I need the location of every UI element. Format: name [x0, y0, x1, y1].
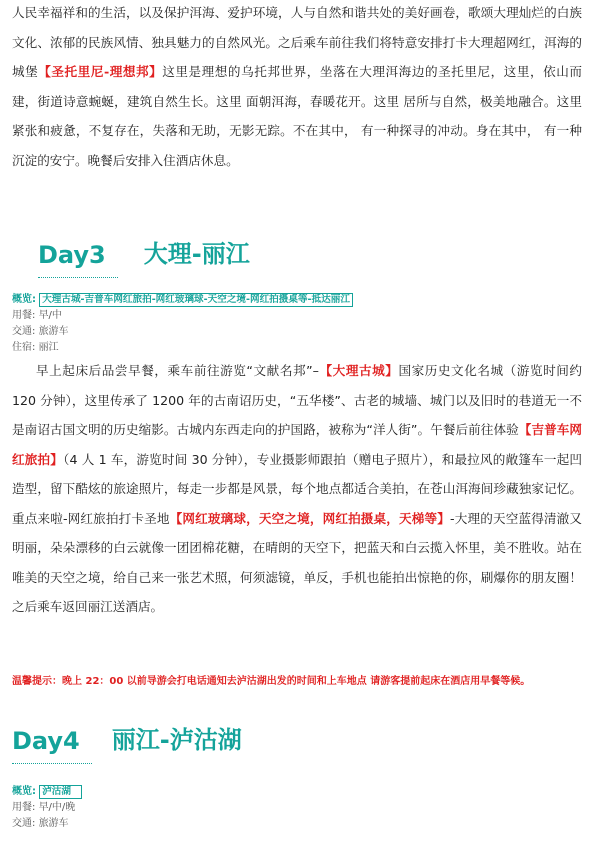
- day4-number: Day4: [12, 727, 80, 755]
- intro-text-cont: 这里是理想的乌托邦世界，坐落在大理洱海边的圣托里尼，这里，依山而建，街道诗意蜿蜒，建筑自然生长。这里 面朝洱海，春暖花开。这里 居所与自然，极美地融合。这里 紧张和疲惫，不复存在，失落和无助，无影无踪。不在其中， 有一种探寻的冲动。身在其中， 有一种沉淀的安宁。晚餐后安排入住酒店休息。: [12, 64, 583, 168]
- day4-underline: [12, 763, 92, 764]
- stay-label: 住宿:: [12, 342, 36, 353]
- day4-transport-row: [12, 816, 82, 832]
- transport-label: 交通:: [12, 326, 36, 337]
- day3-number: Day3: [38, 241, 106, 269]
- day3-paragraph: [12, 356, 582, 622]
- day4-transport: 旅游车: [38, 818, 69, 829]
- day3-text-2: 国家历史文化名城（游览时间约 120 分钟），这里传承了 1200 年的古南诏历史，“五华楼”、古老的城墙、城门以及旧时的巷道无一不是南诏古国文明的历史缩影。古城内东西走向的护国路，被称为“洋人街”。午餐后前往体验: [12, 363, 583, 437]
- transport-label: 交通:: [12, 818, 36, 829]
- day3-transport: 旅游车: [38, 326, 69, 337]
- day3-header: [38, 234, 250, 274]
- overview-label: 概览:: [12, 294, 36, 305]
- overview-label: 概览:: [12, 786, 36, 797]
- highlight-photo-spots: 【网红玻璃球，天空之境，网红拍摄桌，天梯等】: [169, 510, 451, 526]
- day3-meta: [12, 292, 353, 356]
- day3-meal-row: [12, 308, 353, 324]
- day4-meal-row: [12, 800, 82, 816]
- day4-meal: 早/中/晚: [38, 802, 76, 813]
- day4-overview: 泸沽湖: [39, 785, 82, 799]
- day3-underline: [38, 277, 118, 278]
- meal-label: 用餐:: [12, 310, 36, 321]
- day3-text-4: -大理的天空蓝得清澈又明丽，朵朵漂移的白云就像一团团棉花糖，在晴朗的天空下，把蓝天和白云揽入怀里，美不胜收。站在唯美的天空之境，给自己来一张艺术照，何须滤镜，单反，手机也能拍出惊艳的你，刷爆你的朋友圈！之后乘车返回丽江送酒店。: [12, 510, 583, 614]
- day3-overview: 大理古城-吉普车网红旅拍-网红玻璃球-天空之境-网红拍摄桌等-抵达丽江: [39, 293, 353, 307]
- highlight-jeep-photo: 【吉普车网红旅拍】: [12, 422, 582, 467]
- day3-text-1: 早上起床后品尝早餐，乘车前往游览“文献名邦”–: [36, 363, 319, 378]
- day3-text-3: （4 人 1 车，游览时间 30 分钟），专业摄影师跟拍（赠电子照片），和最拉风的敞篷车一起凹造型，留下酷炫的旅途照片，每走一步都是风景，每个地点都适合美拍，在苍山洱海间珍藏独家记忆。重点来啦-网红旅拍打卡圣地: [12, 451, 582, 526]
- intro-text: 人民幸福祥和的生活，以及保护洱海、爱护环境，人与自然和谐共处的美好画卷，歌颂大理灿烂的白族文化、浓郁的民族风情、独具魅力的自然风光。之后乘车前往我们将特意安排打卡大理超网红，洱海的城堡: [12, 5, 582, 79]
- day4-title: 丽江-泸沽湖: [111, 726, 242, 754]
- meal-label: 用餐:: [12, 802, 36, 813]
- day3-stay-row: [12, 340, 353, 356]
- highlight-dali-old-town: 【大理古城】: [318, 363, 399, 378]
- day4-meta: [12, 784, 82, 832]
- day4-header: [12, 720, 242, 760]
- day3-transport-row: [12, 324, 353, 340]
- day3-meal: 早/中: [38, 310, 62, 321]
- day3-overview-row: [12, 292, 353, 308]
- intro-highlight: 【圣托里尼-理想邦】: [38, 64, 163, 79]
- day3-stay: 丽江: [38, 342, 59, 353]
- day2-paragraph: [12, 0, 582, 175]
- warm-tip: 温馨提示：晚上 22：00 以前导游会打电话通知去泸沽湖出发的时间和上车地点 请游客提前起床在酒店用早餐等候。: [12, 676, 531, 687]
- day3-title: 大理-丽江: [143, 240, 250, 268]
- day4-overview-row: [12, 784, 82, 800]
